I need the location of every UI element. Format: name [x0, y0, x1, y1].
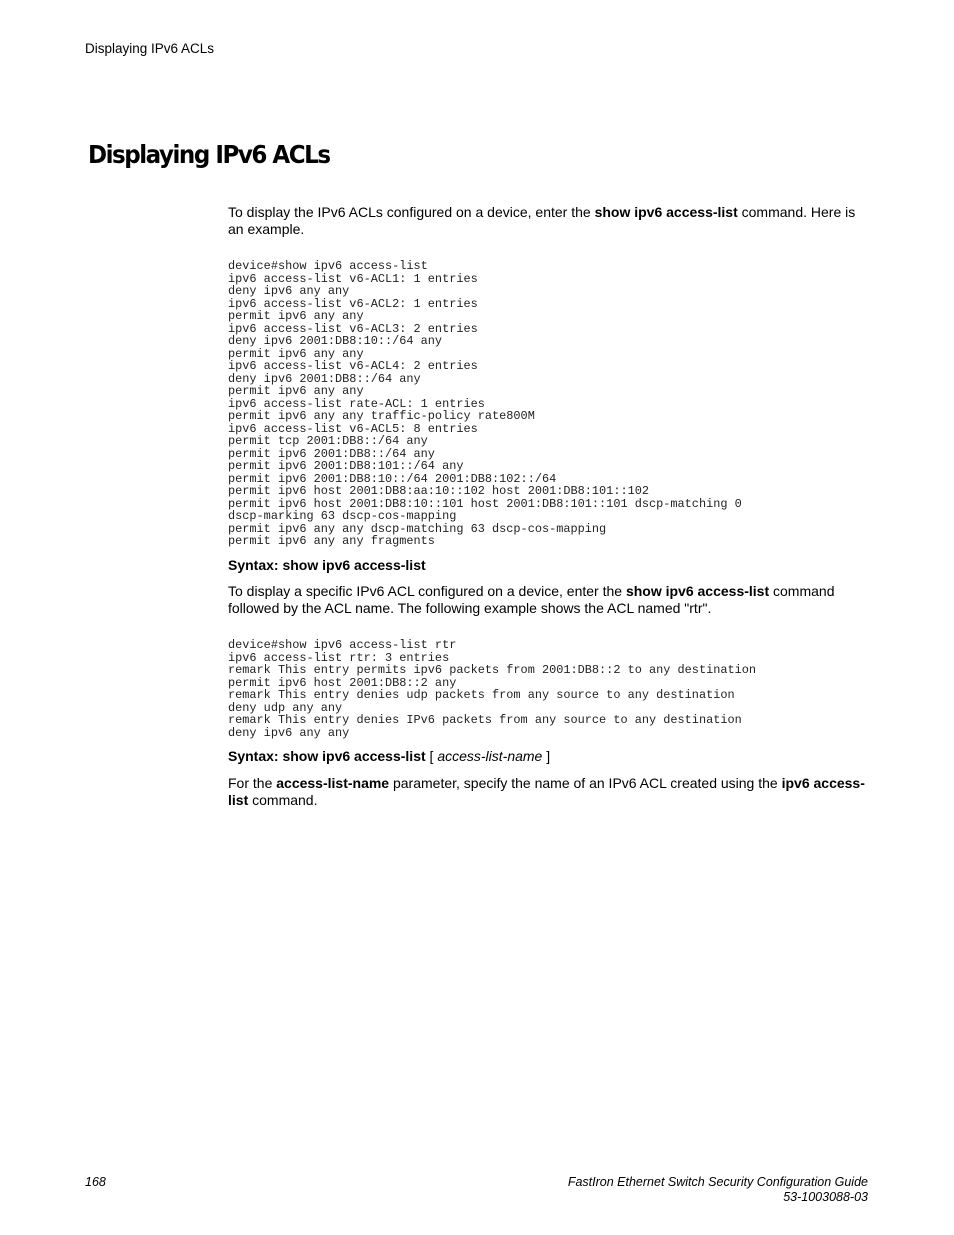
- syntax-show-all: Syntax: show ipv6 access-list: [228, 557, 426, 573]
- param-text-post: command.: [248, 792, 318, 808]
- syntax-param: access-list-name: [437, 748, 543, 764]
- param-command: ipv6 access-list: [228, 775, 865, 808]
- syntax-bracket-close: ]: [542, 748, 551, 764]
- page-title: Displaying IPv6 ACLs: [88, 140, 330, 169]
- intro-text-pre: To display the IPv6 ACLs configured on a device, enter the: [228, 204, 595, 220]
- specific-acl-paragraph: [228, 583, 868, 617]
- running-header: Displaying IPv6 ACLs: [85, 41, 215, 56]
- footer-doc-info: [568, 1175, 868, 1205]
- page-number: 168: [85, 1175, 106, 1189]
- param-name: access-list-name: [276, 775, 390, 791]
- intro-paragraph: [228, 204, 868, 238]
- syntax-bracket-open: [: [425, 748, 438, 764]
- param-description: [228, 775, 868, 809]
- doc-number: 53-1003088-03: [783, 1190, 868, 1204]
- syntax-show-named: [228, 748, 868, 765]
- syntax-label: Syntax: show ipv6 access-list: [228, 748, 426, 764]
- param-text-pre: For the: [228, 775, 277, 791]
- intro-text-post: command. Here is an example.: [228, 204, 856, 237]
- specific-text-pre: To display a specific IPv6 ACL configured on a device, enter the: [228, 583, 626, 599]
- intro-command: show ipv6 access-list: [594, 204, 738, 220]
- param-text-mid: parameter, specify the name of an IPv6 ACL created using the: [389, 775, 782, 791]
- code-block-rtr-acl: device#show ipv6 access-list rtr ipv6 access-list rtr: 3 entries remark This entry permits ipv6 packets from 2001:DB8::2 to any destination permit ipv6 host 2001:DB8::2 any remark This entry denies udp packets from any source to any destination deny udp any any remark This entry denies IPv6 packets from any source to any destination deny ipv6 any any: [228, 638, 757, 740]
- code-block-all-acls: device#show ipv6 access-list ipv6 access-list v6-ACL1: 1 entries deny ipv6 any any ipv6 access-list v6-ACL2: 1 entries permit ipv6 any any ipv6 access-list v6-ACL3: 2 entries deny ipv6 2001:DB8:10::/64 any permit ipv6 any any ipv6 access-list v6-ACL4: 2 entries deny ipv6 2001:DB8::/64 any permit ipv6 any any ipv6 access-list rate-ACL: 1 entries permit ipv6 any any traffic-policy rate800M ipv6 access-list v6-ACL5: 8 entries permit tcp 2001:DB8::/64 any permit ipv6 2001:DB8::/64 any permit ipv6 2001:DB8:101::/64 any permit ipv6 2001:DB8:10::/64 2001:DB8:102::/64 permit ipv6 host 2001:DB8:aa:10::102 host 2001:DB8:101::102 permit ipv6 host 2001:DB8:10::101 host 2001:DB8:101::101 dscp-matching 0 dscp-marking 63 dscp-cos-mapping permit ipv6 any any dscp-matching 63 dscp-cos-mapping permit ipv6 any any fragments: [228, 259, 742, 548]
- guide-title: FastIron Ethernet Switch Security Configuration Guide: [567, 1175, 868, 1189]
- specific-command: show ipv6 access-list: [625, 583, 770, 599]
- specific-text-post: command followed by the ACL name. The following example shows the ACL named "rtr".: [228, 583, 835, 616]
